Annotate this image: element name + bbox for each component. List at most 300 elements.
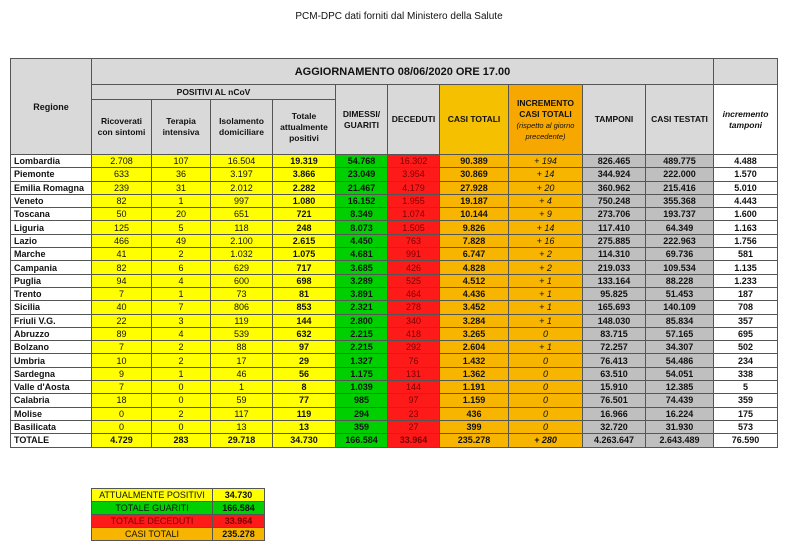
cell-tamponi: 32.720	[583, 420, 646, 433]
table-row	[11, 181, 778, 194]
cell-dimessi: 4.450	[336, 234, 388, 247]
total-cell-incremento-tamponi: 76.590	[714, 434, 778, 447]
cell-casi-testati: 489.775	[646, 155, 714, 168]
cell-casi-totali: 1.432	[440, 354, 509, 367]
cell-regione: Emilia Romagna	[11, 181, 92, 194]
header-ricoverati: Ricoverati con sintomi	[92, 100, 152, 155]
cell-tamponi: 133.164	[583, 274, 646, 287]
cell-deceduti: 144	[388, 381, 440, 394]
cell-regione: Veneto	[11, 194, 92, 207]
table-row	[11, 341, 778, 354]
cell-regione: Piemonte	[11, 168, 92, 181]
header-blank	[714, 59, 778, 85]
cell-casi-totali: 4.512	[440, 274, 509, 287]
cell-incremento-tamponi: 359	[714, 394, 778, 407]
legend-label: TOTALE GUARITI	[92, 502, 213, 515]
legend-row	[92, 528, 265, 541]
table-row	[11, 234, 778, 247]
cell-terapia: 2	[152, 248, 211, 261]
legend-row	[92, 489, 265, 502]
cell-deceduti: 16.302	[388, 155, 440, 168]
cell-tamponi: 76.501	[583, 394, 646, 407]
cell-terapia: 2	[152, 341, 211, 354]
cell-isolamento: 73	[211, 287, 273, 300]
cell-casi-totali: 27.928	[440, 181, 509, 194]
cell-deceduti: 278	[388, 301, 440, 314]
cell-terapia: 31	[152, 181, 211, 194]
cell-incremento-tamponi: 1.233	[714, 274, 778, 287]
cell-regione: Lazio	[11, 234, 92, 247]
cell-totale-positivi: 717	[273, 261, 336, 274]
cell-totale-positivi: 13	[273, 420, 336, 433]
cell-casi-testati: 222.000	[646, 168, 714, 181]
legend-label: TOTALE DECEDUTI	[92, 515, 213, 528]
cell-isolamento: 997	[211, 194, 273, 207]
cell-deceduti: 1.505	[388, 221, 440, 234]
cell-terapia: 0	[152, 381, 211, 394]
cell-totale-positivi: 81	[273, 287, 336, 300]
cell-ricoverati: 2.708	[92, 155, 152, 168]
cell-regione: Sicilia	[11, 301, 92, 314]
cell-totale-positivi: 2.615	[273, 234, 336, 247]
cell-dimessi: 1.327	[336, 354, 388, 367]
total-cell-ricoverati: 4.729	[92, 434, 152, 447]
cell-deceduti: 97	[388, 394, 440, 407]
cell-incremento-tamponi: 338	[714, 367, 778, 380]
cell-terapia: 4	[152, 327, 211, 340]
cell-deceduti: 464	[388, 287, 440, 300]
cell-casi-testati: 51.453	[646, 287, 714, 300]
cell-casi-testati: 109.534	[646, 261, 714, 274]
total-cell-terapia: 283	[152, 434, 211, 447]
cell-ricoverati: 82	[92, 261, 152, 274]
cell-deceduti: 340	[388, 314, 440, 327]
cell-ricoverati: 7	[92, 287, 152, 300]
cell-tamponi: 15.910	[583, 381, 646, 394]
source-caption: PCM-DPC dati forniti dal Ministero della Salute	[295, 11, 503, 22]
legend-label: CASI TOTALI	[92, 528, 213, 541]
cell-deceduti: 4.179	[388, 181, 440, 194]
cell-isolamento: 3.197	[211, 168, 273, 181]
cell-casi-testati: 57.165	[646, 327, 714, 340]
cell-casi-testati: 74.439	[646, 394, 714, 407]
table-row	[11, 274, 778, 287]
cell-incremento: + 1	[509, 301, 583, 314]
cell-totale-positivi: 632	[273, 327, 336, 340]
cell-deceduti: 76	[388, 354, 440, 367]
cell-incremento: + 194	[509, 155, 583, 168]
cell-tamponi: 63.510	[583, 367, 646, 380]
cell-incremento: 0	[509, 420, 583, 433]
cell-incremento-tamponi: 502	[714, 341, 778, 354]
cell-deceduti: 418	[388, 327, 440, 340]
cell-incremento: + 1	[509, 341, 583, 354]
cell-totale-positivi: 144	[273, 314, 336, 327]
cell-casi-testati: 88.228	[646, 274, 714, 287]
total-cell-incremento: + 280	[509, 434, 583, 447]
cell-isolamento: 118	[211, 221, 273, 234]
cell-regione: Basilicata	[11, 420, 92, 433]
table-row	[11, 420, 778, 433]
cell-terapia: 5	[152, 221, 211, 234]
cell-regione: Trento	[11, 287, 92, 300]
header-totale-positivi: Totale attualmente positivi	[273, 100, 336, 155]
cell-incremento-tamponi: 573	[714, 420, 778, 433]
cell-casi-totali: 90.389	[440, 155, 509, 168]
cell-casi-totali: 2.604	[440, 341, 509, 354]
total-cell-dimessi: 166.584	[336, 434, 388, 447]
cell-deceduti: 23	[388, 407, 440, 420]
cell-totale-positivi: 8	[273, 381, 336, 394]
cell-terapia: 20	[152, 208, 211, 221]
cell-ricoverati: 89	[92, 327, 152, 340]
total-cell-casi-testati: 2.643.489	[646, 434, 714, 447]
cell-isolamento: 88	[211, 341, 273, 354]
table-row	[11, 287, 778, 300]
cell-incremento-tamponi: 187	[714, 287, 778, 300]
total-cell-regione: TOTALE	[11, 434, 92, 447]
cell-totale-positivi: 721	[273, 208, 336, 221]
cell-isolamento: 117	[211, 407, 273, 420]
total-cell-tamponi: 4.263.647	[583, 434, 646, 447]
cell-isolamento: 2.100	[211, 234, 273, 247]
cell-deceduti: 426	[388, 261, 440, 274]
legend-label: ATTUALMENTE POSITIVI	[92, 489, 213, 502]
cell-dimessi: 21.467	[336, 181, 388, 194]
cell-casi-testati: 215.416	[646, 181, 714, 194]
cell-ricoverati: 7	[92, 341, 152, 354]
cell-incremento: + 2	[509, 248, 583, 261]
cell-casi-totali: 3.265	[440, 327, 509, 340]
cell-casi-totali: 3.452	[440, 301, 509, 314]
cell-totale-positivi: 29	[273, 354, 336, 367]
legend-row	[92, 502, 265, 515]
cell-isolamento: 629	[211, 261, 273, 274]
cell-incremento: + 1	[509, 274, 583, 287]
cell-isolamento: 13	[211, 420, 273, 433]
header-casi: CASI TOTALI	[440, 85, 509, 155]
cell-casi-totali: 9.826	[440, 221, 509, 234]
cell-tamponi: 72.257	[583, 341, 646, 354]
cell-regione: Calabria	[11, 394, 92, 407]
cell-regione: Friuli V.G.	[11, 314, 92, 327]
cell-dimessi: 23.049	[336, 168, 388, 181]
cell-casi-testati: 31.930	[646, 420, 714, 433]
cell-isolamento: 17	[211, 354, 273, 367]
cell-incremento-tamponi: 4.488	[714, 155, 778, 168]
cell-incremento-tamponi: 234	[714, 354, 778, 367]
cell-regione: Sardegna	[11, 367, 92, 380]
table-row	[11, 221, 778, 234]
cell-incremento: 0	[509, 327, 583, 340]
cell-dimessi: 2.321	[336, 301, 388, 314]
cell-dimessi: 3.685	[336, 261, 388, 274]
header-dimessi: DIMESSI/ GUARITI	[336, 85, 388, 155]
table-row	[11, 155, 778, 168]
cell-incremento: + 16	[509, 234, 583, 247]
cell-regione: Valle d'Aosta	[11, 381, 92, 394]
table-row	[11, 208, 778, 221]
cell-incremento: + 2	[509, 261, 583, 274]
cell-totale-positivi: 97	[273, 341, 336, 354]
cell-incremento-tamponi: 695	[714, 327, 778, 340]
cell-casi-totali: 6.747	[440, 248, 509, 261]
cell-totale-positivi: 19.319	[273, 155, 336, 168]
cell-casi-testati: 355.368	[646, 194, 714, 207]
cell-incremento-tamponi: 708	[714, 301, 778, 314]
cell-incremento: + 1	[509, 314, 583, 327]
cell-deceduti: 1.074	[388, 208, 440, 221]
cell-incremento: + 14	[509, 221, 583, 234]
update-title: AGGIORNAMENTO 08/06/2020 ORE 17.00	[92, 59, 714, 85]
cell-incremento-tamponi: 1.756	[714, 234, 778, 247]
header-deceduti: DECEDUTI	[388, 85, 440, 155]
covid-data-table	[10, 58, 778, 448]
cell-dimessi: 1.175	[336, 367, 388, 380]
cell-terapia: 1	[152, 194, 211, 207]
cell-regione: Toscana	[11, 208, 92, 221]
cell-deceduti: 763	[388, 234, 440, 247]
cell-casi-testati: 34.307	[646, 341, 714, 354]
table-row	[11, 301, 778, 314]
total-cell-isolamento: 29.718	[211, 434, 273, 447]
header-incremento-note: (rispetto al giorno precedente)	[516, 120, 575, 141]
cell-incremento-tamponi: 5	[714, 381, 778, 394]
legend-row	[92, 515, 265, 528]
cell-casi-testati: 16.224	[646, 407, 714, 420]
cell-ricoverati: 22	[92, 314, 152, 327]
cell-incremento-tamponi: 5.010	[714, 181, 778, 194]
cell-dimessi: 3.289	[336, 274, 388, 287]
cell-incremento: + 9	[509, 208, 583, 221]
cell-totale-positivi: 1.075	[273, 248, 336, 261]
total-cell-casi-totali: 235.278	[440, 434, 509, 447]
cell-dimessi: 1.039	[336, 381, 388, 394]
cell-incremento-tamponi: 1.163	[714, 221, 778, 234]
cell-dimessi: 985	[336, 394, 388, 407]
cell-regione: Molise	[11, 407, 92, 420]
cell-incremento: 0	[509, 394, 583, 407]
cell-isolamento: 16.504	[211, 155, 273, 168]
table-row	[11, 354, 778, 367]
summary-legend	[91, 488, 265, 541]
cell-terapia: 107	[152, 155, 211, 168]
cell-tamponi: 750.248	[583, 194, 646, 207]
header-tamponi: TAMPONI	[583, 85, 646, 155]
cell-totale-positivi: 2.282	[273, 181, 336, 194]
cell-terapia: 49	[152, 234, 211, 247]
cell-regione: Marche	[11, 248, 92, 261]
cell-casi-totali: 399	[440, 420, 509, 433]
cell-isolamento: 119	[211, 314, 273, 327]
cell-casi-testati: 64.349	[646, 221, 714, 234]
header-isolamento: Isolamento domiciliare	[211, 100, 273, 155]
cell-casi-testati: 54.486	[646, 354, 714, 367]
cell-terapia: 2	[152, 354, 211, 367]
cell-deceduti: 3.954	[388, 168, 440, 181]
cell-ricoverati: 633	[92, 168, 152, 181]
cell-deceduti: 131	[388, 367, 440, 380]
cell-dimessi: 4.681	[336, 248, 388, 261]
cell-incremento: + 4	[509, 194, 583, 207]
table-row	[11, 327, 778, 340]
cell-dimessi: 3.891	[336, 287, 388, 300]
cell-isolamento: 539	[211, 327, 273, 340]
cell-regione: Campania	[11, 261, 92, 274]
cell-incremento: 0	[509, 354, 583, 367]
cell-dimessi: 2.215	[336, 341, 388, 354]
cell-tamponi: 117.410	[583, 221, 646, 234]
table-row	[11, 248, 778, 261]
cell-casi-totali: 4.828	[440, 261, 509, 274]
cell-totale-positivi: 1.080	[273, 194, 336, 207]
cell-totale-positivi: 853	[273, 301, 336, 314]
cell-ricoverati: 50	[92, 208, 152, 221]
cell-dimessi: 8.073	[336, 221, 388, 234]
table-row	[11, 381, 778, 394]
cell-regione: Puglia	[11, 274, 92, 287]
cell-casi-totali: 3.284	[440, 314, 509, 327]
total-row	[11, 434, 778, 447]
header-positivi: POSITIVI AL nCoV	[92, 85, 336, 100]
cell-dimessi: 8.349	[336, 208, 388, 221]
header-terapia: Terapia intensiva	[152, 100, 211, 155]
cell-incremento: 0	[509, 381, 583, 394]
cell-casi-testati: 69.736	[646, 248, 714, 261]
cell-tamponi: 360.962	[583, 181, 646, 194]
cell-isolamento: 59	[211, 394, 273, 407]
cell-tamponi: 76.413	[583, 354, 646, 367]
cell-regione: Liguria	[11, 221, 92, 234]
cell-totale-positivi: 248	[273, 221, 336, 234]
cell-tamponi: 114.310	[583, 248, 646, 261]
cell-ricoverati: 10	[92, 354, 152, 367]
cell-casi-totali: 30.869	[440, 168, 509, 181]
cell-incremento-tamponi: 175	[714, 407, 778, 420]
cell-tamponi: 219.033	[583, 261, 646, 274]
cell-tamponi: 826.465	[583, 155, 646, 168]
cell-isolamento: 1.032	[211, 248, 273, 261]
cell-isolamento: 651	[211, 208, 273, 221]
table-row	[11, 394, 778, 407]
cell-regione: Umbria	[11, 354, 92, 367]
header-incremento-label: INCREMENTO CASI TOTALI	[517, 97, 574, 119]
cell-ricoverati: 40	[92, 301, 152, 314]
cell-tamponi: 83.715	[583, 327, 646, 340]
cell-dimessi: 16.152	[336, 194, 388, 207]
cell-tamponi: 273.706	[583, 208, 646, 221]
cell-totale-positivi: 698	[273, 274, 336, 287]
cell-ricoverati: 466	[92, 234, 152, 247]
cell-casi-testati: 193.737	[646, 208, 714, 221]
table-body	[11, 155, 778, 448]
cell-casi-totali: 19.187	[440, 194, 509, 207]
cell-ricoverati: 239	[92, 181, 152, 194]
cell-isolamento: 1	[211, 381, 273, 394]
cell-deceduti: 27	[388, 420, 440, 433]
cell-ricoverati: 7	[92, 381, 152, 394]
header-incremento	[509, 85, 583, 155]
table-row	[11, 407, 778, 420]
cell-casi-testati: 140.109	[646, 301, 714, 314]
cell-casi-testati: 222.963	[646, 234, 714, 247]
cell-incremento-tamponi: 1.570	[714, 168, 778, 181]
cell-dimessi: 2.215	[336, 327, 388, 340]
cell-incremento: 0	[509, 407, 583, 420]
cell-ricoverati: 9	[92, 367, 152, 380]
legend-value: 33.964	[213, 515, 265, 528]
cell-ricoverati: 0	[92, 407, 152, 420]
cell-deceduti: 292	[388, 341, 440, 354]
cell-terapia: 3	[152, 314, 211, 327]
cell-tamponi: 148.030	[583, 314, 646, 327]
cell-totale-positivi: 3.866	[273, 168, 336, 181]
cell-dimessi: 294	[336, 407, 388, 420]
cell-dimessi: 54.768	[336, 155, 388, 168]
cell-totale-positivi: 56	[273, 367, 336, 380]
cell-ricoverati: 125	[92, 221, 152, 234]
cell-casi-totali: 1.362	[440, 367, 509, 380]
cell-regione: Abruzzo	[11, 327, 92, 340]
cell-totale-positivi: 77	[273, 394, 336, 407]
cell-terapia: 2	[152, 407, 211, 420]
legend-value: 34.730	[213, 489, 265, 502]
cell-tamponi: 344.924	[583, 168, 646, 181]
cell-incremento: 0	[509, 367, 583, 380]
table-row	[11, 194, 778, 207]
cell-ricoverati: 18	[92, 394, 152, 407]
cell-tamponi: 16.966	[583, 407, 646, 420]
cell-incremento-tamponi: 357	[714, 314, 778, 327]
cell-ricoverati: 82	[92, 194, 152, 207]
cell-terapia: 0	[152, 420, 211, 433]
table-row	[11, 314, 778, 327]
total-cell-totale-positivi: 34.730	[273, 434, 336, 447]
cell-terapia: 4	[152, 274, 211, 287]
total-cell-deceduti: 33.964	[388, 434, 440, 447]
cell-casi-totali: 4.436	[440, 287, 509, 300]
cell-terapia: 6	[152, 261, 211, 274]
cell-dimessi: 359	[336, 420, 388, 433]
cell-isolamento: 2.012	[211, 181, 273, 194]
cell-terapia: 1	[152, 287, 211, 300]
cell-terapia: 36	[152, 168, 211, 181]
cell-casi-totali: 436	[440, 407, 509, 420]
cell-isolamento: 46	[211, 367, 273, 380]
header-regione: Regione	[11, 59, 92, 155]
cell-regione: Bolzano	[11, 341, 92, 354]
cell-incremento-tamponi: 1.600	[714, 208, 778, 221]
table-row	[11, 168, 778, 181]
cell-deceduti: 991	[388, 248, 440, 261]
cell-totale-positivi: 119	[273, 407, 336, 420]
cell-tamponi: 275.885	[583, 234, 646, 247]
cell-tamponi: 165.693	[583, 301, 646, 314]
cell-casi-testati: 12.385	[646, 381, 714, 394]
header-testati: CASI TESTATI	[646, 85, 714, 155]
cell-casi-totali: 7.828	[440, 234, 509, 247]
cell-dimessi: 2.800	[336, 314, 388, 327]
cell-terapia: 1	[152, 367, 211, 380]
cell-incremento: + 1	[509, 287, 583, 300]
cell-casi-testati: 54.051	[646, 367, 714, 380]
cell-incremento: + 20	[509, 181, 583, 194]
cell-incremento-tamponi: 581	[714, 248, 778, 261]
cell-isolamento: 806	[211, 301, 273, 314]
cell-deceduti: 1.955	[388, 194, 440, 207]
cell-ricoverati: 41	[92, 248, 152, 261]
table-row	[11, 367, 778, 380]
